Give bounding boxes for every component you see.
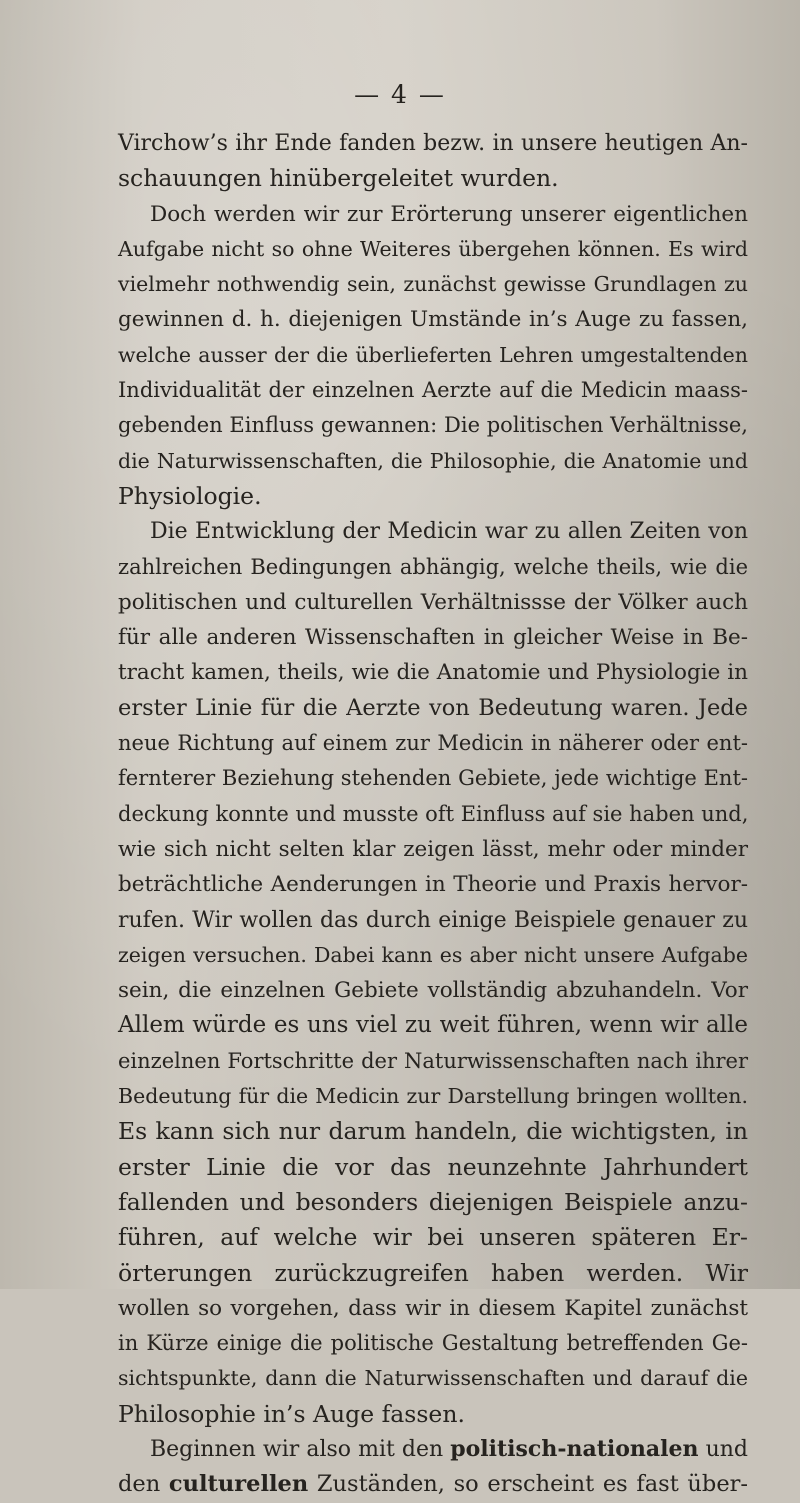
text-line: Aufgabe nicht so ohne Weiteres übergehen können. Es wird [118,236,748,261]
text-line: erster Linie für die Aerzte von Bedeutung waren. Jede [118,694,748,721]
text-line: fallenden und besonders diejenigen Beispiele anzu- [118,1187,748,1216]
text-line: Allem würde es uns viel zu weit führen, wenn wir alle [118,1012,748,1039]
page-number: — 4 — [354,80,446,109]
text-line: zahlreichen Bedingungen abhängig, welche theils, wie die [118,554,748,579]
text-line: gebenden Einfluss gewannen: Die politischen Verhältnisse, [118,413,748,438]
text-line: neue Richtung auf einem zur Medicin in näherer oder ent- [118,731,748,756]
text-line: örterungen zurückzugreifen haben werden. Wir [118,1258,748,1287]
emphasized-term: culturellen [168,1471,309,1498]
text-line: fernterer Beziehung stehenden Gebiete, jede wichtige Ent- [118,766,748,791]
text-line: erster Linie die vor das neunzehnte Jahrhundert [118,1152,748,1181]
emphasized-term: politisch-nationalen [450,1435,699,1462]
text-line: zeigen versuchen. Dabei kann es aber nicht unsere Aufgabe [118,942,748,967]
text-line: sein, die einzelnen Gebiete vollständig abzuhandeln. Vor [118,978,748,1004]
text-line: Beginnen wir also mit den politisch-nationalen und [150,1435,748,1462]
text-line: wollen so vorgehen, dass wir in diesem Kapitel zunächst [118,1295,748,1321]
text-line: Philosophie in’s Auge fassen. [118,1399,465,1428]
body-text [118,126,748,1503]
text-line: Physiologie. [118,481,262,510]
text-line: sichtspunkte, dann die Naturwissenschaften und darauf die [118,1366,748,1391]
text-line: rufen. Wir wollen das durch einige Beispiele genauer zu [118,907,748,933]
text-line: tracht kamen, theils, wie die Anatomie und Physiologie in [118,660,748,686]
text-line: wie sich nicht selten klar zeigen lässt, mehr oder minder [118,836,748,862]
text-line: vielmehr nothwendig sein, zunächst gewisse Grundlagen zu [118,272,748,297]
text-line: schauungen hinübergeleitet wurden. [118,164,559,193]
text-line: welche ausser der die überlieferten Lehren umgestaltenden [118,342,748,367]
text-line: beträchtliche Aenderungen in Theorie und Praxis hervor- [118,872,748,898]
text-line: Es kann sich nur darum handeln, die wichtigsten, in [118,1117,748,1146]
text-line: einzelnen Fortschritte der Naturwissenschaften nach ihrer [118,1048,748,1073]
text-line: politischen und culturellen Verhältnissse der Völker auch [118,589,748,615]
text-line: Virchow’s ihr Ende fanden bezw. in unsere heutigen An- [118,131,748,156]
text-line: für alle anderen Wissenschaften in gleicher Weise in Be- [118,625,748,651]
text-line: die Naturwissenschaften, die Philosophie, die Anatomie und [118,448,748,473]
text-line: Die Entwicklung der Medicin war zu allen Zeiten von [150,519,748,545]
text-line: Individualität der einzelnen Aerzte auf die Medicin maass- [118,378,748,403]
text-line: Bedeutung für die Medicin zur Darstellung bringen wollten. [118,1084,748,1109]
text-line: führen, auf welche wir bei unseren späteren Er- [118,1223,748,1252]
text-line: deckung konnte und musste oft Einfluss auf sie haben und, [118,801,749,826]
text-line: gewinnen d. h. diejenigen Umstände in’s Auge zu fassen, [118,307,748,333]
text-line: in Kürze einige die politische Gestaltung betreffenden Ge- [118,1331,748,1356]
text-line: Doch werden wir zur Erörterung unserer eigentlichen [150,201,748,227]
text-line: den culturellen Zuständen, so erscheint es fast über- [118,1471,748,1498]
